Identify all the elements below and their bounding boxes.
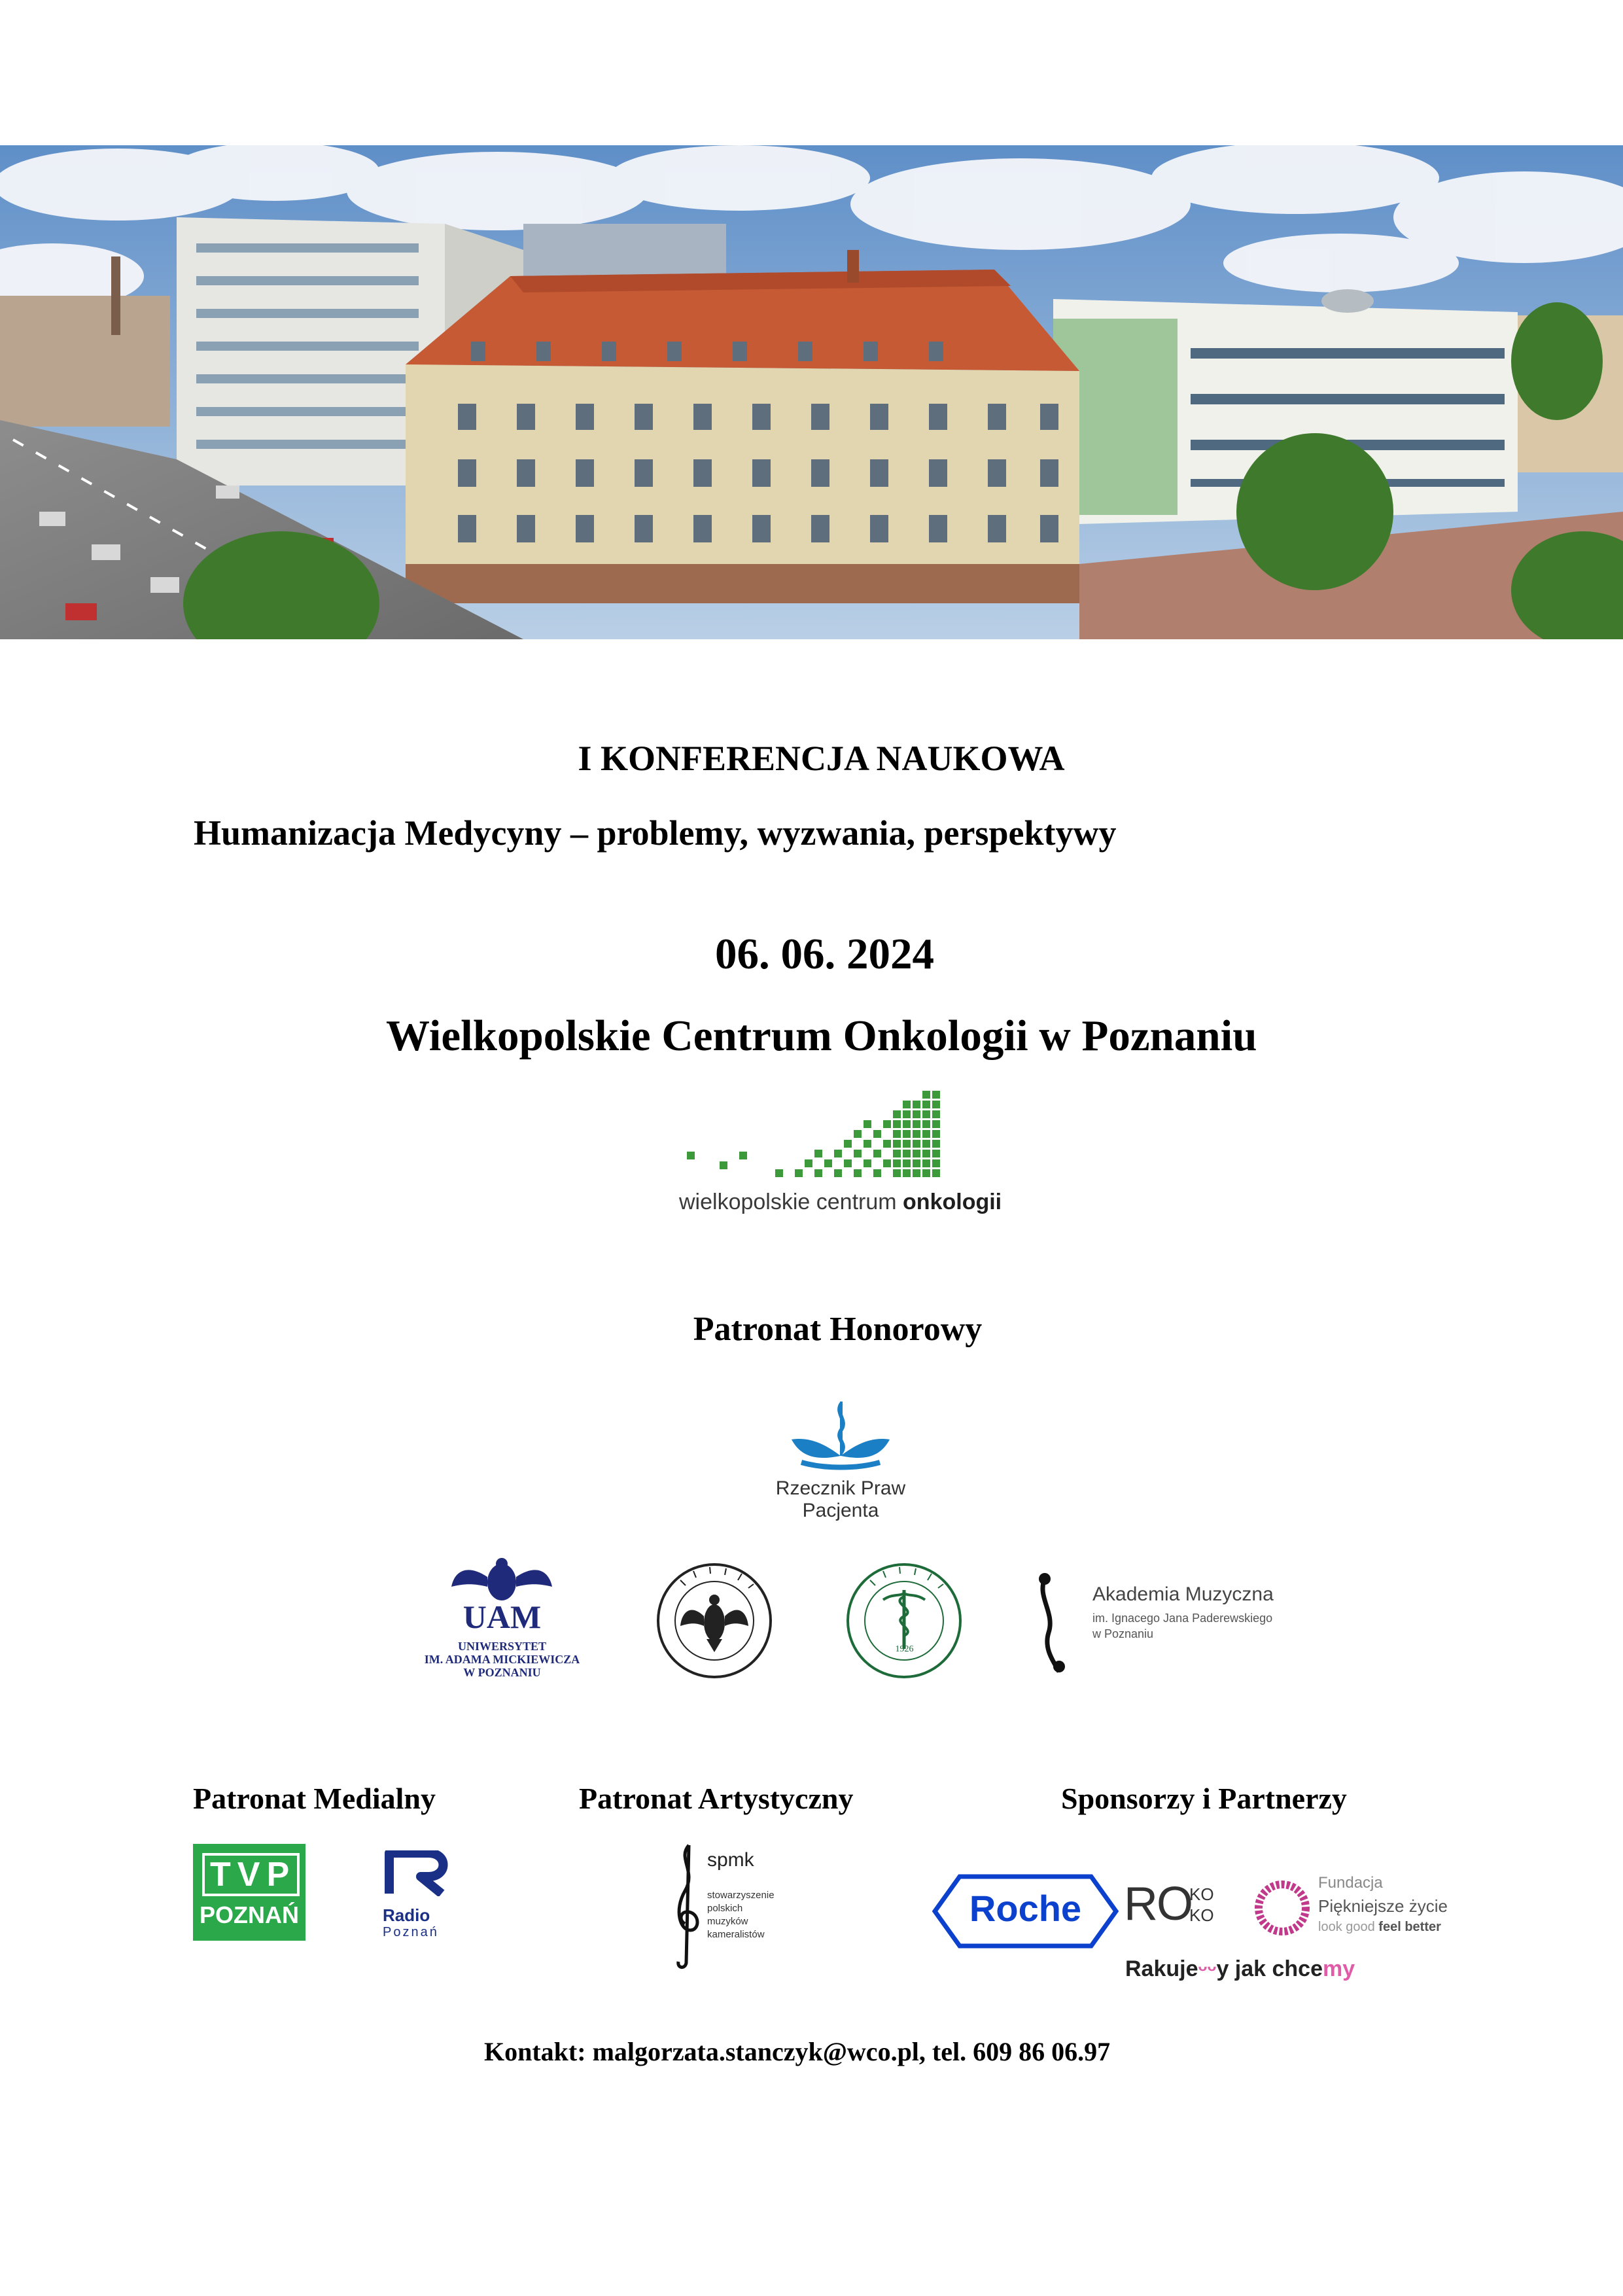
rakujemy-logo: [1125, 1956, 1355, 1982]
rpp-logo-text: Rzecznik Praw Pacjenta: [775, 1477, 906, 1521]
fundacja-logo: [1253, 1870, 1449, 1945]
spmk-line2: polskich: [707, 1903, 743, 1914]
wco-logo-text: [679, 1190, 1002, 1215]
akademia-line2: im. Ignacego Jana Paderewskiego: [1092, 1612, 1273, 1625]
uam-line2: IM. ADAMA MICKIEWICZA: [424, 1653, 580, 1666]
uam-line3: W POZNANIU: [463, 1666, 541, 1679]
spmk-line3: muzyków: [707, 1916, 748, 1927]
spmk-line1: stowarzyszenie: [707, 1890, 775, 1901]
akademia-line1: Akademia Muzyczna: [1092, 1583, 1274, 1605]
rakujemy-c: my: [1323, 1956, 1355, 1981]
akademia-muzyczna-logo: [1030, 1567, 1279, 1678]
spmk-line4: kameralistów: [707, 1929, 765, 1940]
uam-mark: UAM: [462, 1598, 542, 1635]
radio-r-icon: [383, 1850, 461, 1896]
sponsors-label: Sponsorzy i Partnerzy: [1061, 1782, 1347, 1815]
spmk-logo: [671, 1839, 814, 1969]
hands-caduceus-icon: [746, 1400, 935, 1472]
honorary-patronage-label: Patronat Honorowy: [693, 1311, 983, 1348]
fundacja-line3: [1318, 1920, 1441, 1935]
treble-clef-icon: [671, 1839, 703, 1969]
fundacja-line3-b: feel better: [1378, 1920, 1441, 1934]
artistic-patronage-label: Patronat Artystyczny: [579, 1782, 854, 1815]
akademia-line3: w Poznaniu: [1092, 1627, 1154, 1640]
wco-logo: [674, 1086, 1001, 1224]
conference-heading: I KONFERENCJA NAUKOWA: [578, 739, 1065, 778]
pixel-staircase-icon: [674, 1086, 1001, 1184]
rakujemy-b: y jak chce: [1216, 1956, 1323, 1981]
contact-line: Kontakt: malgorzata.stanczyk@wco.pl, tel. 609 86 06.97: [484, 2037, 1111, 2066]
economics-university-seal: [844, 1561, 965, 1682]
uam-line1: UNIWERSYTET: [457, 1640, 547, 1653]
fundacja-line2: Piękniejsze życie: [1318, 1896, 1448, 1916]
rokoko-logo: [1124, 1878, 1235, 1937]
radio-line2: Poznań: [383, 1925, 439, 1939]
roko-big: RO: [1124, 1878, 1192, 1930]
roche-text: Roche: [969, 1888, 1082, 1929]
uam-logo: [389, 1557, 615, 1688]
conference-subtitle: Humanizacja Medycyny – problemy, wyzwania, perspektywy: [194, 813, 1117, 853]
spmk-name: spmk: [707, 1849, 754, 1871]
radio-line1: Radio: [383, 1905, 430, 1925]
tvp-letters: [202, 1853, 300, 1896]
wco-logo-text-bold: onkologii: [903, 1190, 1002, 1214]
conference-venue: Wielkopolskie Centrum Onkologii w Poznaniu: [386, 1012, 1257, 1060]
roko-small1: KO: [1189, 1884, 1214, 1904]
media-patronage-label: Patronat Medialny: [193, 1782, 436, 1815]
radio-poznan-logo: [383, 1850, 461, 1942]
tvp-city: POZNAŃ: [200, 1901, 299, 1928]
tvp-letters-text: TVP: [202, 1853, 300, 1896]
hospital-building-photo: [0, 145, 1623, 639]
rakujemy-a: Rakuje: [1125, 1956, 1198, 1981]
violin-f-hole-icon: [1030, 1567, 1070, 1678]
fundacja-line3-a: look good: [1318, 1920, 1379, 1934]
roche-logo: [932, 1873, 1119, 1950]
pink-circle-icon: [1253, 1875, 1312, 1941]
conference-date: 06. 06. 2024: [715, 930, 934, 978]
roko-small2: KO: [1189, 1905, 1214, 1925]
medical-university-seal: [654, 1561, 775, 1682]
fundacja-line1: Fundacja: [1318, 1874, 1383, 1892]
rzecznik-praw-pacjenta-logo: [746, 1400, 935, 1521]
rakujemy-mark: ᵕᵕ: [1198, 1956, 1217, 1981]
wco-logo-text-regular: wielkopolskie centrum: [679, 1190, 903, 1214]
ue-seal-year: 1926: [895, 1644, 914, 1654]
tvp-poznan-logo: [193, 1844, 305, 1941]
